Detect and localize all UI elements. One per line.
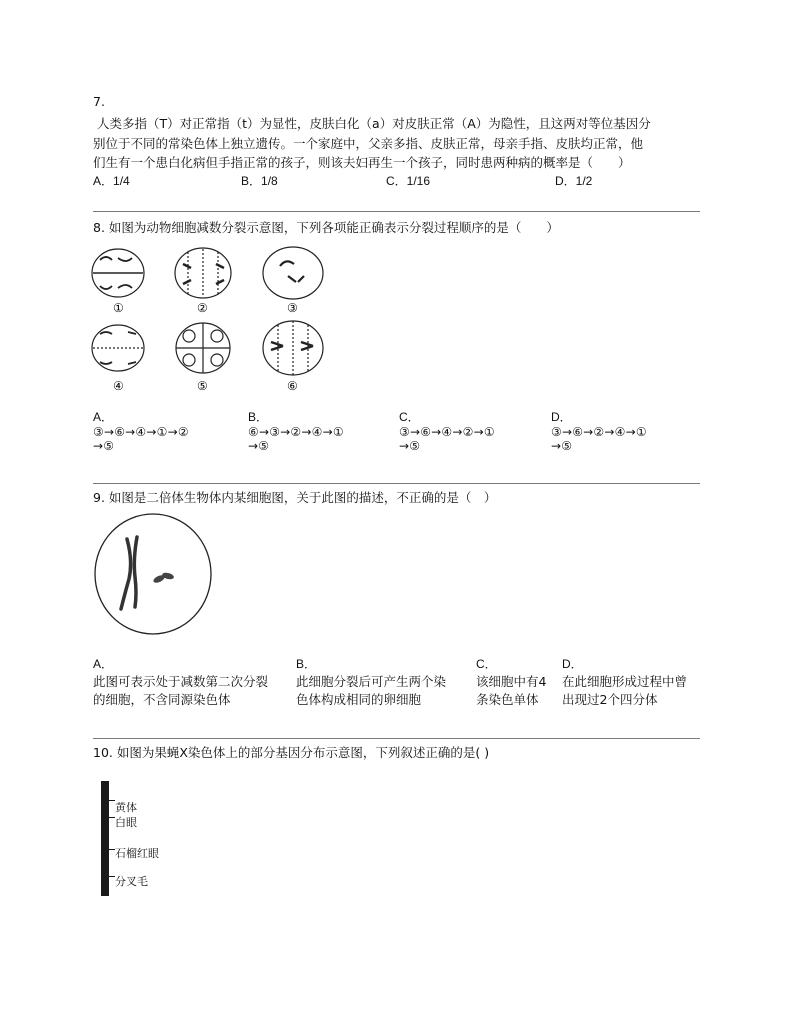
option-seq-line1: ③→⑥→④→②→① (399, 425, 495, 439)
gene-label-garnet-eye: 石榴红眼 (115, 847, 159, 860)
cell-label-4: ④ (113, 379, 124, 393)
option-seq-line2: →⑤ (551, 439, 573, 453)
cell-1-figure (92, 249, 144, 297)
option-seq-line2: →⑤ (93, 439, 115, 453)
cell-label-3: ③ (287, 301, 298, 315)
q9-stem: 9. 如图是二倍体生物体内某细胞图，关于此图的描述，不正确的是（ ） (93, 490, 497, 505)
cell-5-figure (176, 323, 230, 373)
q9-option-a[interactable] (93, 655, 268, 708)
q9-option-d[interactable] (562, 655, 687, 708)
q8-option-d[interactable] (551, 408, 647, 453)
x-chromosome-bar (101, 781, 109, 896)
option-seq-line1: ⑥→③→②→④→① (248, 425, 344, 439)
option-label: C． (476, 657, 497, 671)
gene-label-yellow-body: 黄体 (115, 801, 137, 814)
option-label: B． (248, 410, 269, 424)
option-text-line2: 色体构成相同的卵细胞 (296, 692, 422, 707)
q7-option-d[interactable] (555, 172, 592, 189)
option-text: 1/8 (261, 174, 278, 188)
q7-stem-line1: 人类多指（T）对正常指（t）为显性，皮肤白化（a）对皮肤正常（A）为隐性，且这两对等位基因分 (97, 116, 651, 131)
q7-option-c[interactable] (386, 172, 430, 189)
q10-stem: 10. 如图为果蝇X染色体上的部分基因分布示意图，下列叙述正确的是( ) (93, 745, 490, 760)
option-seq-line2: →⑤ (248, 439, 270, 453)
option-text-line1: 该细胞中有4 (476, 674, 547, 689)
gene-locus-tick (101, 817, 115, 818)
gene-label-white-eye: 白眼 (115, 816, 137, 829)
q7-number: 7. (93, 94, 105, 109)
option-seq-line1: ③→⑥→②→④→① (551, 425, 647, 439)
option-label: C． (399, 410, 420, 424)
q8-option-a[interactable] (93, 408, 189, 453)
gene-locus-tick (101, 876, 115, 877)
meiosis-cells-figure (88, 246, 338, 396)
cell-6-figure (263, 321, 323, 375)
option-text: 1/4 (113, 174, 130, 188)
option-text-line2: 出现过2个四分体 (562, 692, 658, 707)
cell-3-figure (263, 247, 323, 299)
cell-label-6: ⑥ (287, 379, 298, 393)
option-text-line1: 在此细胞形成过程中曾 (562, 674, 688, 689)
option-seq-line1: ③→⑥→④→①→② (93, 425, 189, 439)
option-text: 1/16 (406, 174, 431, 188)
option-text-line1: 此细胞分裂后可产生两个染 (296, 674, 447, 689)
q7-stem-line2: 别位于不同的常染色体上独立遗传。一个家庭中，父亲多指、皮肤正常，母亲手指、皮肤均正常，他 (93, 136, 644, 151)
q8-stem: 8. 如图为动物细胞减数分裂示意图，下列各项能正确表示分裂过程顺序的是（ ） (93, 220, 559, 235)
cell-chromosome-figure (93, 511, 215, 637)
option-label: B． (296, 657, 317, 671)
divider (93, 738, 700, 739)
q7-option-b[interactable] (241, 172, 278, 189)
option-label: A． (93, 657, 114, 671)
gene-label-forked-bristle: 分叉毛 (115, 875, 148, 888)
gene-locus-tick (101, 800, 115, 801)
cell-2-figure (175, 248, 231, 298)
q9-option-c[interactable] (476, 655, 546, 708)
option-text-line2: 的细胞，不含同源染色体 (93, 692, 231, 707)
cell-label-1: ① (113, 301, 124, 315)
gene-locus-tick (101, 849, 115, 850)
q7-stem-line3: 们生有一个患白化病但手指正常的孩子，则该夫妇再生一个孩子，同时患两种病的概率是（ ） (93, 155, 631, 170)
cell-label-2: ② (197, 301, 208, 315)
option-text-line2: 条染色单体 (476, 692, 539, 707)
option-text-line1: 此图可表示处于减数第二次分裂 (93, 674, 269, 689)
option-label: D． (562, 657, 583, 671)
option-text: 1/2 (575, 174, 593, 188)
option-seq-line2: →⑤ (399, 439, 421, 453)
q9-option-b[interactable] (296, 655, 446, 708)
cell-label-5: ⑤ (197, 379, 208, 393)
option-label: B． (241, 174, 262, 188)
option-label: C． (386, 174, 407, 188)
option-label: D． (555, 174, 576, 188)
option-label: A． (93, 410, 114, 424)
divider (93, 483, 700, 484)
q8-option-b[interactable] (248, 408, 344, 453)
option-label: A． (93, 174, 114, 188)
q8-option-c[interactable] (399, 408, 495, 453)
option-label: D． (551, 410, 572, 424)
divider (93, 211, 700, 212)
cell-4-figure (92, 325, 144, 371)
q7-option-a[interactable] (93, 172, 130, 189)
